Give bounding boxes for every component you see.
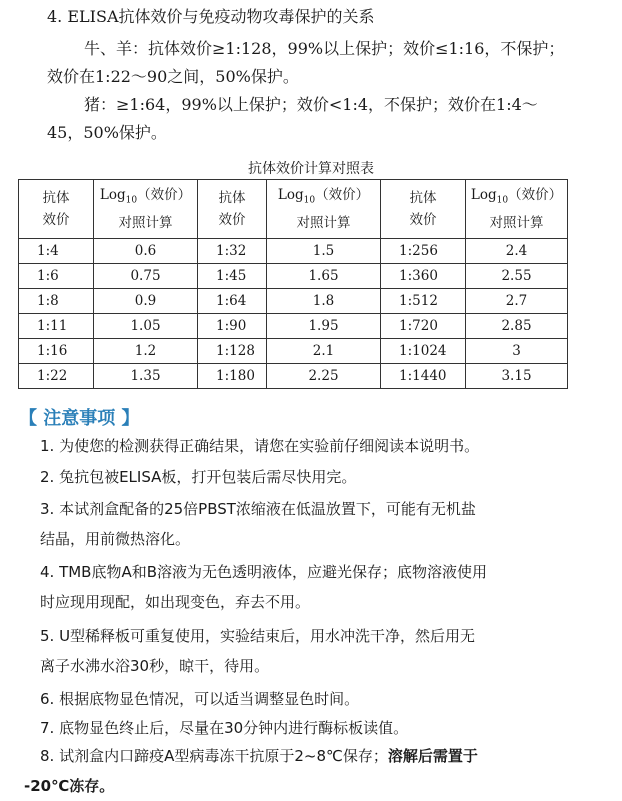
notice-item-line: 2. 兔抗包被ELISA板，打开包装后需尽快用完。 (40, 468, 357, 486)
header-log: Log$_{10}$（效价） 对照计算 (94, 180, 198, 239)
notice-item-6 (40, 684, 560, 714)
table-row (19, 339, 568, 364)
log-value-cell: 2.55 (466, 264, 568, 289)
titer-cell: 1:11 (19, 314, 94, 339)
titer-cell: 1:128 (198, 339, 267, 364)
titer-cell: 1:90 (198, 314, 267, 339)
log-value-cell: 1.35 (94, 364, 198, 389)
log-value-cell: 2.7 (466, 289, 568, 314)
titer-cell: 1:360 (381, 264, 466, 289)
notice-item-line: 6. 根据底物显色情况，可以适当调整显色时间。 (40, 690, 360, 708)
log-value-cell: 0.6 (94, 239, 198, 264)
pig-text-1: 猪：≥1:64，99%以上保护；效价<1:4，不保护；效价在1:4～ (84, 95, 538, 114)
header-titer: 抗体 效价 (198, 180, 267, 239)
notice-item-4 (40, 557, 560, 617)
pig-text-2: 45，50%保护。 (47, 123, 167, 142)
titer-cell: 1:1440 (381, 364, 466, 389)
titer-cell: 1:64 (198, 289, 267, 314)
table-row (19, 364, 568, 389)
log-value-cell: 1.5 (267, 239, 381, 264)
notice-item-8 (24, 741, 560, 801)
notice-item-line: 7. 底物显色终止后，尽量在30分钟内进行酶标板读值。 (40, 719, 409, 737)
titer-cell: 1:45 (198, 264, 267, 289)
notice-item-2 (40, 462, 560, 492)
titer-reference-table (18, 179, 568, 389)
header-titer: 抗体 效价 (381, 180, 466, 239)
log-value-cell: 2.1 (267, 339, 381, 364)
notice-item-line: 3. 本试剂盒配备的25倍PBST浓缩液在低温放置下，可能有无机盐 (40, 500, 476, 518)
titer-cell: 1:16 (19, 339, 94, 364)
notice-item-line: 4. TMB底物A和B溶液为无色透明液体，应避光保存；底物溶液使用 (40, 563, 488, 581)
notice-heading: 【 注意事项 】 (19, 408, 140, 429)
titer-cell: 1:22 (19, 364, 94, 389)
notice-item-line: 结晶，用前微热溶化。 (40, 530, 191, 548)
log-value-cell: 0.75 (94, 264, 198, 289)
notice-item-8-emphasis: 溶解后需置于 (387, 747, 478, 765)
notice-item-line: 离子水沸水浴30秒，晾干，待用。 (40, 657, 270, 675)
table-header-row (19, 180, 568, 239)
notice-item-line: 1. 为使您的检测获得正确结果，请您在实验前仔细阅读本说明书。 (40, 437, 480, 455)
log-value-cell: 1.8 (267, 289, 381, 314)
notice-item-line: 5. U型稀释板可重复使用，实验结束后，用水冲洗干净，然后用无 (40, 627, 476, 645)
notice-item-8-emphasis-2: -20℃冻存。 (24, 777, 115, 795)
notice-item-line: 时应现用现配，如出现变色，弃去不用。 (40, 593, 311, 611)
table-row (19, 264, 568, 289)
notice-item-7 (40, 713, 560, 743)
titer-cell: 1:4 (19, 239, 94, 264)
log-value-cell: 3 (466, 339, 568, 364)
notice-item-8-text: 8. 试剂盒内口蹄疫A型病毒冻干抗原于2~8℃保存； (40, 747, 388, 765)
titer-cell: 1:512 (381, 289, 466, 314)
log-value-cell: 1.2 (94, 339, 198, 364)
cattle-sheep-text-2: 效价在1:22～90之间，50%保护。 (47, 67, 299, 86)
table-row (19, 239, 568, 264)
header-titer: 抗体 效价 (19, 180, 94, 239)
titer-cell: 1:6 (19, 264, 94, 289)
table-row (19, 314, 568, 339)
titer-cell: 1:720 (381, 314, 466, 339)
table-row (19, 289, 568, 314)
titer-cell: 1:1024 (381, 339, 466, 364)
log-value-cell: 1.05 (94, 314, 198, 339)
notice-item-1 (40, 431, 560, 461)
log-value-cell: 2.25 (267, 364, 381, 389)
notice-item-5 (40, 621, 560, 681)
log-value-cell: 1.95 (267, 314, 381, 339)
header-log: Log$_{10}$（效价） 对照计算 (466, 180, 568, 239)
titer-cell: 1:180 (198, 364, 267, 389)
titer-cell: 1:256 (381, 239, 466, 264)
header-log: Log$_{10}$（效价） 对照计算 (267, 180, 381, 239)
log-value-cell: 1.65 (267, 264, 381, 289)
log-value-cell: 0.9 (94, 289, 198, 314)
titer-cell: 1:8 (19, 289, 94, 314)
notice-item-3 (40, 494, 560, 554)
log-value-cell: 2.85 (466, 314, 568, 339)
table-title: 抗体效价计算对照表 (248, 161, 374, 177)
section-title: 4. ELISA抗体效价与免疫动物攻毒保护的关系 (47, 7, 375, 26)
titer-cell: 1:32 (198, 239, 267, 264)
log-value-cell: 3.15 (466, 364, 568, 389)
log-value-cell: 2.4 (466, 239, 568, 264)
cattle-sheep-text-1: 牛、羊：抗体效价≥1:128，99%以上保护；效价≤1:16，不保护； (84, 39, 565, 58)
